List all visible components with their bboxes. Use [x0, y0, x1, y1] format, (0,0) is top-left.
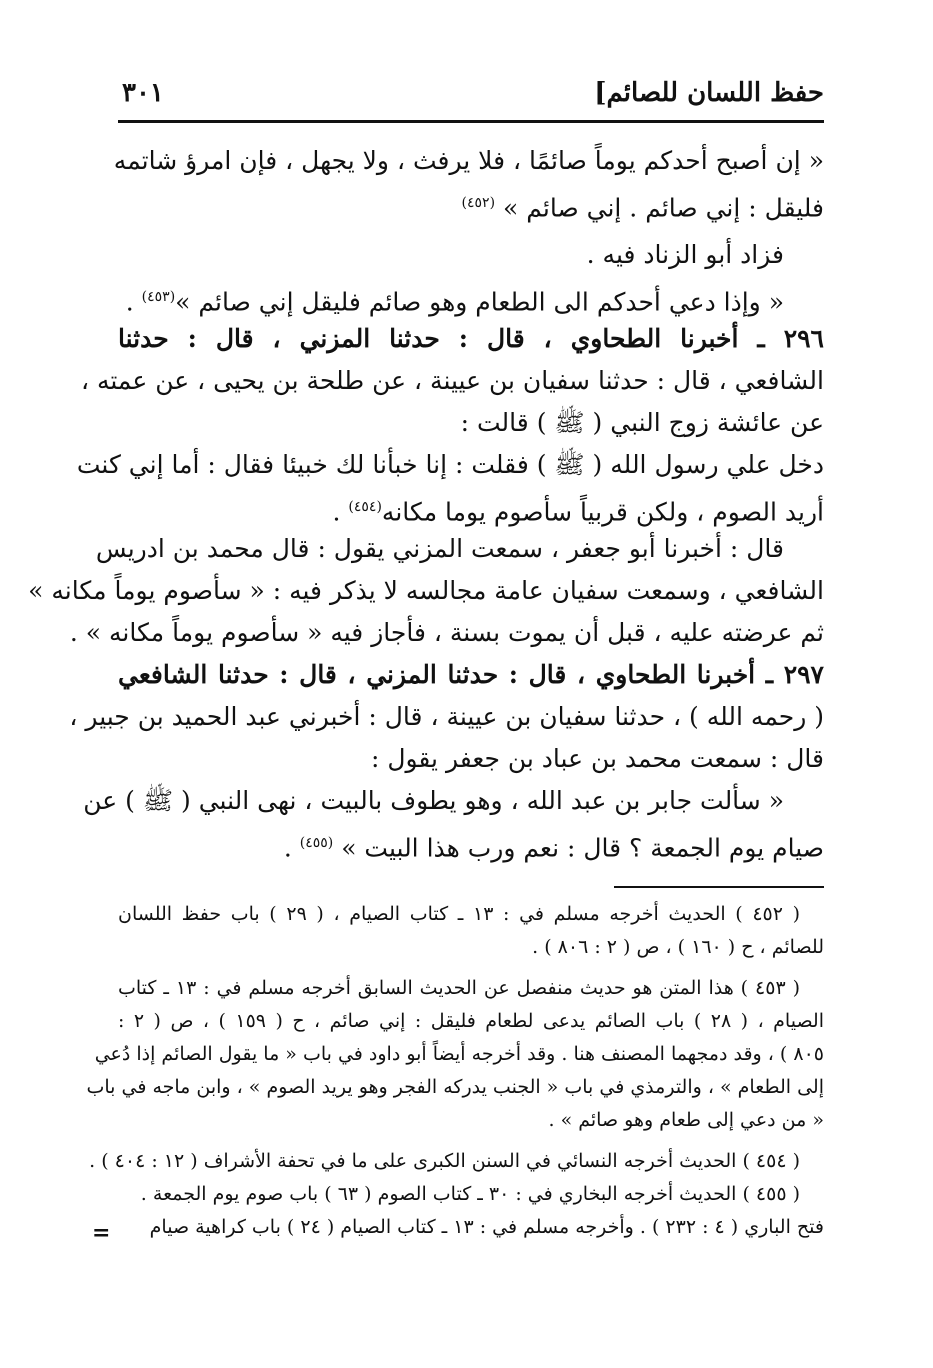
text-line — [118, 822, 824, 864]
footnote-line: للصائم ، ح ( ١٦٠ ) ، ص ( ٢ : ٨٠٦ ) . — [532, 936, 824, 958]
text-line — [28, 570, 824, 612]
text-line — [118, 738, 824, 780]
text-line-content: ( رحمه الله ) ، حدثنا سفيان بن عيينة ، قال : أخبرني عبد الحميد بن جبير ، — [69, 702, 824, 731]
text-line-content: صيام يوم الجمعة ؟ قال : نعم ورب هذا البيت » — [341, 833, 824, 863]
footnote-line: ( ٤٥٥ ) الحديث أخرجه البخاري في : ٣٠ ـ كتاب الصوم ( ٦٣ ) باب صوم يوم الجمعة . — [140, 1183, 800, 1205]
text-line-content: ثم عرضته عليه ، قبل أن يموت بسنة ، فأجاز فيه « سأصوم يوماً مكانه » . — [69, 618, 824, 647]
period: . — [283, 833, 292, 863]
footnote-ref[interactable]: (٤٥٥) — [299, 835, 334, 851]
footnote-line: فتح الباري ( ٤ : ٢٣٢ ) . وأخرجه مسلم في : ١٣ ـ كتاب الصيام ( ٢٤ ) باب كراهية صيام — [149, 1216, 824, 1238]
footnote-line: إلى الطعام » ، والترمذي في باب « الجنب يدركه الفجر وهو يريد الصوم » ، وابن ماجه في باب — [86, 1076, 824, 1098]
text-line-content: الشافعي ، وسمعت سفيان عامة مجالسه لا يذكر فيه : « سأصوم يوماً مكانه » — [28, 576, 824, 605]
text-line — [69, 696, 824, 738]
text-line — [69, 612, 824, 654]
text-line — [118, 486, 824, 528]
footnotes — [86, 898, 824, 1244]
text-line-content: فليقل : إني صائم . إني صائم » — [502, 193, 824, 223]
hadith-number-line — [118, 654, 824, 696]
footnote-line: « من دعي إلى طعام وهو صائم » . — [548, 1109, 824, 1131]
period: . — [332, 497, 341, 527]
footnote-line: ( ٤٥٢ ) الحديث أخرجه مسلم في : ١٣ ـ كتاب الصيام ، ( ٢٩ ) باب حفظ اللسان — [118, 903, 800, 925]
text-line — [95, 528, 824, 570]
text-line — [113, 140, 824, 182]
footnote-line: الصيام ، ( ٢٨ ) باب الصائم يدعى لطعام فليقل : إني صائم ، ح ( ١٥٩ ) ، ص ( ٢ : — [118, 1010, 824, 1032]
footnote-ref[interactable]: (٤٥٣) — [141, 289, 176, 305]
text-line — [118, 402, 824, 444]
text-line-content: « إن أصبح أحدكم يوماً صائمًا ، فلا يرفث ، ولا يجهل ، فإن امرؤ شاتمه — [113, 146, 824, 175]
text-line-content: فزاد أبو الزناد فيه . — [586, 240, 784, 269]
text-line-content: قال : أخبرنا أبو جعفر ، سمعت المزني يقول : قال محمد بن ادريس — [95, 534, 784, 563]
footnote-line: ٨٠٥ ) ، وقد دمجهما المصنف هنا . وقد أخرجه أيضاً أبو داود في باب « ما يقول الصائم إذا دُعي — [94, 1043, 824, 1065]
footnote-separator — [614, 886, 824, 888]
hadith-number-line — [118, 318, 824, 360]
page-header — [118, 74, 824, 120]
text-line-content: قال : سمعت محمد بن عباد بن جعفر يقول : — [370, 744, 824, 773]
text-line-content: « وإذا دعي أحدكم الى الطعام وهو صائم فليقل إني صائم » — [175, 287, 784, 317]
text-line-content: الشافعي ، قال : حدثنا سفيان بن عيينة ، عن طلحة بن يحيى ، عن عمته ، — [80, 366, 824, 395]
text-line-content: « سألت جابر بن عبد الله ، وهو يطوف بالبيت ، نهى النبي ( ﷺ ) عن — [83, 786, 784, 815]
text-line — [76, 444, 824, 486]
main-text — [28, 140, 824, 864]
footnote-line: ( ٤٥٤ ) الحديث أخرجه النسائي في السنن الكبرى على ما في تحفة الأشراف ( ١٢ : ٤٠٤ ) . — [89, 1150, 800, 1172]
continuation-mark: = — [92, 1220, 111, 1246]
text-line — [83, 780, 824, 822]
footnote-ref[interactable]: (٤٥٢) — [461, 195, 496, 211]
text-line-content: ٢٩٦ ـ أخبرنا الطحاوي ، قال : حدثنا المزني ، قال : حدثنا — [118, 324, 824, 353]
text-line-content: عن عائشة زوج النبي ( ﷺ ) قالت : — [460, 408, 824, 437]
running-title: حفظ اللسان للصائم] — [594, 78, 824, 108]
text-line-content: ٢٩٧ ـ أخبرنا الطحاوي ، قال : حدثنا المزني ، قال : حدثنا الشافعي — [118, 660, 824, 689]
text-line — [80, 360, 824, 402]
header-rule — [118, 120, 824, 123]
text-line — [118, 234, 824, 276]
text-line — [118, 276, 824, 318]
period: . — [125, 287, 134, 317]
footnote-line: ( ٤٥٣ ) هذا المتن هو حديث منفصل عن الحديث السابق أخرجه مسلم في : ١٣ ـ كتاب — [118, 977, 801, 999]
text-line-content: أريد الصوم ، ولكن قربياً سأصوم يوما مكانه — [381, 497, 824, 527]
footnote-ref[interactable]: (٤٥٤) — [348, 499, 382, 515]
text-line — [118, 182, 824, 224]
text-line-content: دخل علي رسول الله ( ﷺ ) فقلت : إنا خبأنا لك خبيئا فقال : أما إني كنت — [76, 450, 824, 479]
page-number: ٣٠١ — [122, 78, 164, 108]
